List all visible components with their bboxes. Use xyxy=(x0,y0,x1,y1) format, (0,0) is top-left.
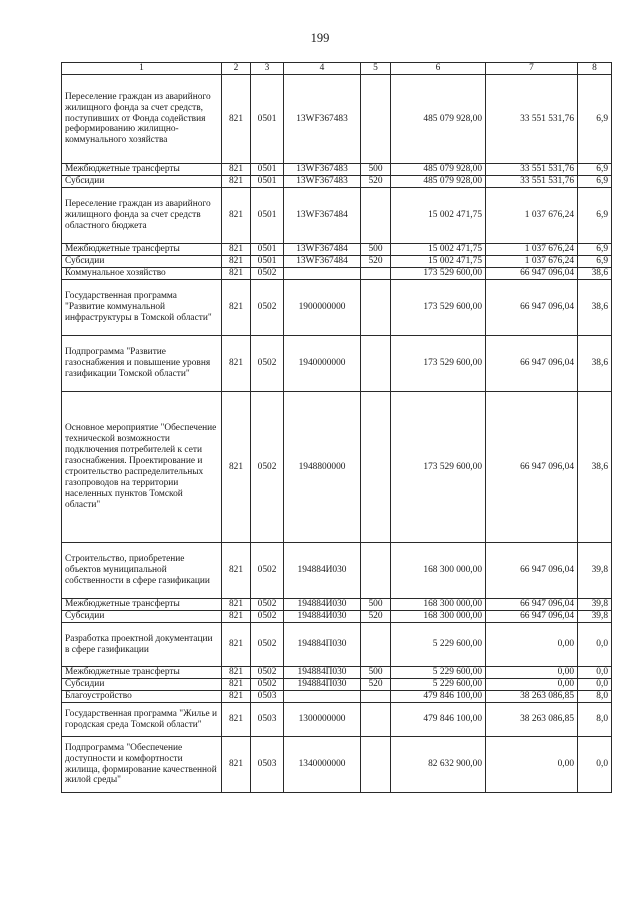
section-cell: 0503 xyxy=(251,703,284,737)
plan-amount-cell: 173 529 600,00 xyxy=(391,392,486,543)
table-row xyxy=(62,623,612,667)
expense-type-cell xyxy=(361,703,391,737)
expense-type-cell: 500 xyxy=(361,599,391,611)
plan-amount-cell: 485 079 928,00 xyxy=(391,164,486,176)
row-name-cell: Подпрограмма "Обеспечение доступности и комфортности жилища, формирование качественной жилой среды" xyxy=(62,737,222,793)
row-name-cell: Коммунальное хозяйство xyxy=(62,268,222,280)
code-cell: 821 xyxy=(222,599,251,611)
actual-amount-cell: 0,00 xyxy=(486,623,578,667)
column-header: 7 xyxy=(486,63,578,75)
table-row xyxy=(62,280,612,336)
target-item-cell: 13WF367484 xyxy=(284,188,361,244)
section-cell: 0501 xyxy=(251,75,284,164)
target-item-cell: 194884И030 xyxy=(284,599,361,611)
code-cell: 821 xyxy=(222,667,251,679)
plan-amount-cell: 485 079 928,00 xyxy=(391,75,486,164)
row-name-cell: Субсидии xyxy=(62,176,222,188)
expense-type-cell xyxy=(361,737,391,793)
row-name-cell: Разработка проектной документации в сфере газификации xyxy=(62,623,222,667)
section-cell: 0501 xyxy=(251,188,284,244)
budget-table xyxy=(61,62,612,793)
target-item-cell: 1948800000 xyxy=(284,392,361,543)
plan-amount-cell: 15 002 471,75 xyxy=(391,256,486,268)
code-cell: 821 xyxy=(222,691,251,703)
code-cell: 821 xyxy=(222,176,251,188)
expense-type-cell xyxy=(361,336,391,392)
plan-amount-cell: 479 846 100,00 xyxy=(391,691,486,703)
expense-type-cell: 500 xyxy=(361,164,391,176)
plan-amount-cell: 5 229 600,00 xyxy=(391,667,486,679)
plan-amount-cell: 5 229 600,00 xyxy=(391,679,486,691)
plan-amount-cell: 479 846 100,00 xyxy=(391,703,486,737)
percent-cell: 6,9 xyxy=(578,188,612,244)
target-item-cell: 194884И030 xyxy=(284,543,361,599)
plan-amount-cell: 173 529 600,00 xyxy=(391,268,486,280)
row-name-cell: Основное мероприятие "Обеспечение технической возможности подключения потребителей к сети газоснабжения. Проектирование и строительство распределительных газопроводов на территории населенных пунктов Томской области" xyxy=(62,392,222,543)
section-cell: 0501 xyxy=(251,244,284,256)
code-cell: 821 xyxy=(222,737,251,793)
expense-type-cell: 520 xyxy=(361,679,391,691)
percent-cell: 39,8 xyxy=(578,543,612,599)
code-cell: 821 xyxy=(222,188,251,244)
percent-cell: 38,6 xyxy=(578,336,612,392)
table-row xyxy=(62,176,612,188)
row-name-cell: Благоустройство xyxy=(62,691,222,703)
section-cell: 0502 xyxy=(251,599,284,611)
code-cell: 821 xyxy=(222,392,251,543)
table-row xyxy=(62,737,612,793)
target-item-cell: 194884П030 xyxy=(284,679,361,691)
target-item-cell: 1340000000 xyxy=(284,737,361,793)
percent-cell: 0,0 xyxy=(578,737,612,793)
expense-type-cell: 500 xyxy=(361,244,391,256)
table-row xyxy=(62,256,612,268)
section-cell: 0502 xyxy=(251,667,284,679)
code-cell: 821 xyxy=(222,244,251,256)
column-header: 3 xyxy=(251,63,284,75)
column-header: 5 xyxy=(361,63,391,75)
expense-type-cell: 520 xyxy=(361,176,391,188)
code-cell: 821 xyxy=(222,164,251,176)
section-cell: 0501 xyxy=(251,176,284,188)
actual-amount-cell: 38 263 086,85 xyxy=(486,703,578,737)
actual-amount-cell: 33 551 531,76 xyxy=(486,176,578,188)
plan-amount-cell: 15 002 471,75 xyxy=(391,188,486,244)
section-cell: 0503 xyxy=(251,737,284,793)
code-cell: 821 xyxy=(222,543,251,599)
actual-amount-cell: 66 947 096,04 xyxy=(486,392,578,543)
actual-amount-cell: 66 947 096,04 xyxy=(486,611,578,623)
target-item-cell: 13WF367483 xyxy=(284,164,361,176)
section-cell: 0502 xyxy=(251,268,284,280)
target-item-cell xyxy=(284,268,361,280)
percent-cell: 6,9 xyxy=(578,256,612,268)
percent-cell: 38,6 xyxy=(578,280,612,336)
row-name-cell: Межбюджетные трансферты xyxy=(62,244,222,256)
plan-amount-cell: 5 229 600,00 xyxy=(391,623,486,667)
column-header: 2 xyxy=(222,63,251,75)
section-cell: 0503 xyxy=(251,691,284,703)
percent-cell: 8,0 xyxy=(578,703,612,737)
row-name-cell: Субсидии xyxy=(62,679,222,691)
target-item-cell: 194884П030 xyxy=(284,623,361,667)
code-cell: 821 xyxy=(222,703,251,737)
target-item-cell: 1900000000 xyxy=(284,280,361,336)
table-row xyxy=(62,691,612,703)
target-item-cell: 13WF367484 xyxy=(284,256,361,268)
actual-amount-cell: 33 551 531,76 xyxy=(486,164,578,176)
plan-amount-cell: 168 300 000,00 xyxy=(391,611,486,623)
section-cell: 0502 xyxy=(251,623,284,667)
percent-cell: 0,0 xyxy=(578,667,612,679)
actual-amount-cell: 38 263 086,85 xyxy=(486,691,578,703)
row-name-cell: Субсидии xyxy=(62,611,222,623)
row-name-cell: Государственная программа "Жилье и городская среда Томской области" xyxy=(62,703,222,737)
actual-amount-cell: 0,00 xyxy=(486,679,578,691)
percent-cell: 0,0 xyxy=(578,679,612,691)
percent-cell: 38,6 xyxy=(578,268,612,280)
plan-amount-cell: 82 632 900,00 xyxy=(391,737,486,793)
table-row xyxy=(62,667,612,679)
table-row xyxy=(62,599,612,611)
code-cell: 821 xyxy=(222,268,251,280)
actual-amount-cell: 66 947 096,04 xyxy=(486,599,578,611)
expense-type-cell xyxy=(361,392,391,543)
row-name-cell: Подпрограмма "Развитие газоснабжения и повышение уровня газификации Томской области" xyxy=(62,336,222,392)
table-row xyxy=(62,611,612,623)
plan-amount-cell: 485 079 928,00 xyxy=(391,176,486,188)
section-cell: 0502 xyxy=(251,543,284,599)
expense-type-cell xyxy=(361,75,391,164)
actual-amount-cell: 1 037 676,24 xyxy=(486,244,578,256)
percent-cell: 6,9 xyxy=(578,176,612,188)
column-header: 6 xyxy=(391,63,486,75)
percent-cell: 6,9 xyxy=(578,75,612,164)
row-name-cell: Межбюджетные трансферты xyxy=(62,164,222,176)
actual-amount-cell: 1 037 676,24 xyxy=(486,256,578,268)
expense-type-cell: 520 xyxy=(361,256,391,268)
target-item-cell: 194884П030 xyxy=(284,667,361,679)
expense-type-cell xyxy=(361,623,391,667)
column-header: 1 xyxy=(62,63,222,75)
plan-amount-cell: 168 300 000,00 xyxy=(391,599,486,611)
row-name-cell: Переселение граждан из аварийного жилищного фонда за счет средств областного бюджета xyxy=(62,188,222,244)
plan-amount-cell: 168 300 000,00 xyxy=(391,543,486,599)
plan-amount-cell: 15 002 471,75 xyxy=(391,244,486,256)
code-cell: 821 xyxy=(222,336,251,392)
actual-amount-cell: 33 551 531,76 xyxy=(486,75,578,164)
target-item-cell: 194884И030 xyxy=(284,611,361,623)
row-name-cell: Межбюджетные трансферты xyxy=(62,667,222,679)
table-row xyxy=(62,336,612,392)
target-item-cell: 13WF367483 xyxy=(284,75,361,164)
actual-amount-cell: 1 037 676,24 xyxy=(486,188,578,244)
row-name-cell: Государственная программа "Развитие коммунальной инфраструктуры в Томской области" xyxy=(62,280,222,336)
percent-cell: 0,0 xyxy=(578,623,612,667)
percent-cell: 8,0 xyxy=(578,691,612,703)
column-header: 8 xyxy=(578,63,612,75)
expense-type-cell xyxy=(361,280,391,336)
expense-type-cell xyxy=(361,691,391,703)
table-header-row xyxy=(62,63,612,75)
actual-amount-cell: 66 947 096,04 xyxy=(486,543,578,599)
percent-cell: 38,6 xyxy=(578,392,612,543)
table-row xyxy=(62,75,612,164)
target-item-cell: 1940000000 xyxy=(284,336,361,392)
table-row xyxy=(62,392,612,543)
section-cell: 0502 xyxy=(251,392,284,543)
code-cell: 821 xyxy=(222,280,251,336)
table-row xyxy=(62,188,612,244)
actual-amount-cell: 66 947 096,04 xyxy=(486,268,578,280)
section-cell: 0502 xyxy=(251,679,284,691)
column-header: 4 xyxy=(284,63,361,75)
section-cell: 0501 xyxy=(251,256,284,268)
expense-type-cell xyxy=(361,188,391,244)
actual-amount-cell: 66 947 096,04 xyxy=(486,336,578,392)
row-name-cell: Строительство, приобретение объектов муниципальной собственности в сфере газификации xyxy=(62,543,222,599)
page-number: 199 xyxy=(310,31,330,45)
actual-amount-cell: 66 947 096,04 xyxy=(486,280,578,336)
expense-type-cell: 500 xyxy=(361,667,391,679)
target-item-cell xyxy=(284,691,361,703)
section-cell: 0501 xyxy=(251,164,284,176)
table-row xyxy=(62,244,612,256)
row-name-cell: Переселение граждан из аварийного жилищного фонда за счет средств, поступивших от Фонда содействия реформированию жилищно-коммунального хозяйства xyxy=(62,75,222,164)
table-row xyxy=(62,703,612,737)
code-cell: 821 xyxy=(222,623,251,667)
expense-type-cell xyxy=(361,268,391,280)
plan-amount-cell: 173 529 600,00 xyxy=(391,336,486,392)
percent-cell: 39,8 xyxy=(578,611,612,623)
plan-amount-cell: 173 529 600,00 xyxy=(391,280,486,336)
section-cell: 0502 xyxy=(251,611,284,623)
expense-type-cell xyxy=(361,543,391,599)
target-item-cell: 13WF367484 xyxy=(284,244,361,256)
percent-cell: 6,9 xyxy=(578,164,612,176)
expense-type-cell: 520 xyxy=(361,611,391,623)
code-cell: 821 xyxy=(222,256,251,268)
percent-cell: 6,9 xyxy=(578,244,612,256)
row-name-cell: Субсидии xyxy=(62,256,222,268)
section-cell: 0502 xyxy=(251,280,284,336)
code-cell: 821 xyxy=(222,611,251,623)
actual-amount-cell: 0,00 xyxy=(486,737,578,793)
code-cell: 821 xyxy=(222,75,251,164)
target-item-cell: 13WF367483 xyxy=(284,176,361,188)
percent-cell: 39,8 xyxy=(578,599,612,611)
table-row xyxy=(62,164,612,176)
code-cell: 821 xyxy=(222,679,251,691)
actual-amount-cell: 0,00 xyxy=(486,667,578,679)
table-row xyxy=(62,679,612,691)
table-row xyxy=(62,268,612,280)
section-cell: 0502 xyxy=(251,336,284,392)
row-name-cell: Межбюджетные трансферты xyxy=(62,599,222,611)
table-row xyxy=(62,543,612,599)
target-item-cell: 1300000000 xyxy=(284,703,361,737)
